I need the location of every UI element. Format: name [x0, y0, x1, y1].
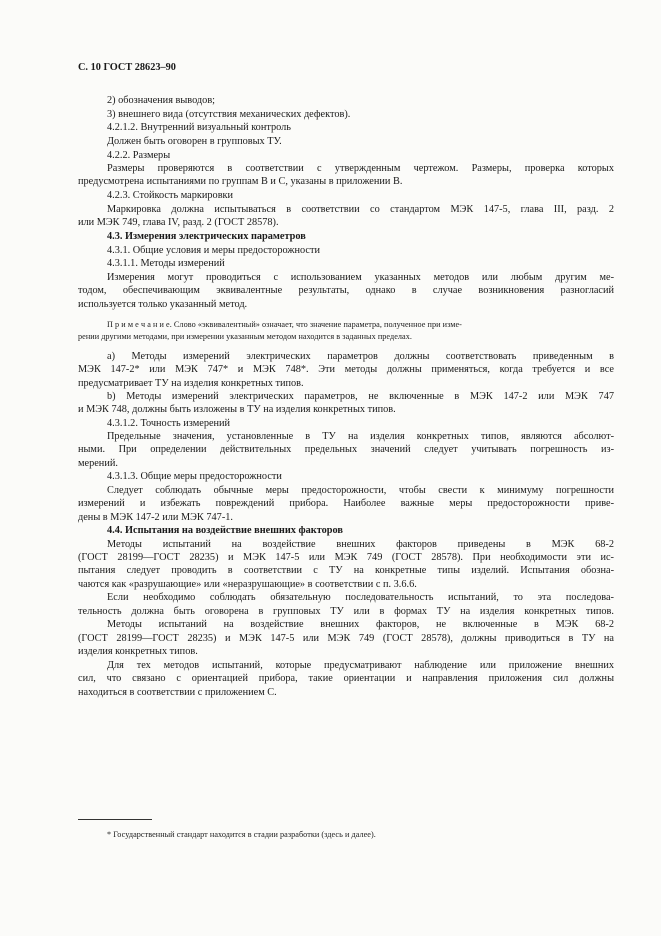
- section-heading: 4.3. Измерения электрических параметров: [107, 231, 306, 242]
- paragraph-line: Предельные значения, установленные в ТУ на изделия конкретных типов, являются абсолют-: [107, 431, 614, 442]
- list-item: b) Методы измерений электрических параметров, не включенные в МЭК 147-2 или МЭК 747: [107, 391, 614, 402]
- footnote: * Государственный стандарт находится в стадии разработки (здесь и далее).: [107, 830, 376, 839]
- note-line: рении другими методами, при измерении указанным методом находится в заданных пределах.: [78, 332, 412, 341]
- paragraph-line: тельность должна быть оговорена в групповых ТУ или в формах ТУ на изделия конкретных типов.: [78, 606, 614, 617]
- note-label: П р и м е ч а н и е.: [107, 320, 172, 329]
- paragraph-line: используется только указанный метод.: [78, 299, 248, 310]
- paragraph-line: Должен быть оговорен в групповых ТУ.: [107, 136, 282, 147]
- section-heading: 4.2.2. Размеры: [107, 150, 171, 161]
- paragraph-line: ными. При определении действительных предельных значений следует учитывать погрешность из-: [78, 444, 614, 455]
- paragraph-line: (ГОСТ 28199—ГОСТ 28235) и МЭК 147-5 или МЭК 749 (ГОСТ 28578), должны приводиться в ТУ на: [78, 633, 614, 644]
- note-line: [107, 319, 614, 331]
- paragraph-line: Следует соблюдать обычные меры предосторожности, чтобы свести к минимуму погрешности: [107, 485, 614, 496]
- section-heading: 4.2.1.2. Внутренний визуальный контроль: [107, 122, 291, 133]
- paragraph-line: МЭК 147-2* или МЭК 747* и МЭК 748*. Эти методы должны применяться, когда требуется и все: [78, 364, 614, 375]
- section-heading: 4.2.3. Стойкость маркировки: [107, 190, 234, 201]
- page-header: С. 10 ГОСТ 28623–90: [78, 62, 176, 73]
- paragraph-line: пытания следует проводить в соответствии с ТУ на конкретные типы изделий. Испытания обозна-: [78, 565, 614, 576]
- paragraph-line: находиться в соответствии с приложением С.: [78, 687, 277, 698]
- paragraph-line: предусмотрена испытаниями по группам В и С, указаны в приложении В.: [78, 176, 403, 187]
- section-heading: 4.3.1.1. Методы измерений: [107, 258, 225, 269]
- section-heading: 4.3.1.2. Точность измерений: [107, 418, 231, 429]
- list-item: 3) внешнего вида (отсутствия механических дефектов).: [107, 109, 351, 120]
- paragraph-line: или МЭК 749, глава IV, разд. 2 (ГОСТ 28578).: [78, 217, 279, 228]
- paragraph-line: дены в МЭК 147-2 или МЭК 747-1.: [78, 512, 233, 523]
- footnote-divider: [78, 819, 152, 820]
- paragraph-line: Маркировка должна испытываться в соответствии со стандартом МЭК 147-5, глава III, разд. 2: [107, 204, 614, 215]
- list-item: a) Методы измерений электрических параметров должны соответствовать приведенным в: [107, 351, 614, 362]
- paragraph-line: измерений и избежать повреждений прибора. Наиболее важные меры предосторожности приве-: [78, 498, 614, 509]
- paragraph-line: изделия конкретных типов.: [78, 646, 198, 657]
- paragraph-line: и МЭК 748, должны быть изложены в ТУ на изделия конкретных типов.: [78, 404, 396, 415]
- paragraph-line: сил, что связано с ориентацией прибора, такие ориентации и направления приложения сил должны: [78, 673, 614, 684]
- section-heading: 4.4. Испытания на воздействие внешних факторов: [107, 525, 343, 536]
- section-heading: 4.3.1.3. Общие меры предосторожности: [107, 471, 282, 482]
- paragraph-line: Для тех методов испытаний, которые предусматривают наблюдение или приложение внешних: [107, 660, 614, 671]
- note-text: Слово «эквивалентный» означает, что значение параметра, полученное при изме-: [171, 320, 462, 329]
- paragraph-line: Методы испытаний на воздействие внешних факторов приведены в МЭК 68-2: [107, 539, 614, 550]
- list-item: 2) обозначения выводов;: [107, 95, 216, 106]
- paragraph-line: тодом, обеспечивающим эквивалентные результаты, однако в случае возникновения разногласий: [78, 285, 614, 296]
- section-heading: 4.3.1. Общие условия и меры предосторожности: [107, 245, 320, 256]
- paragraph-line: Размеры проверяются в соответствии с утвержденным чертежом. Размеры, проверка которых: [107, 163, 614, 174]
- paragraph-line: Измерения могут проводиться с использованием указанных методов или любым другим ме-: [107, 272, 614, 283]
- paragraph-line: предусматривает ТУ на изделия конкретных типов.: [78, 378, 304, 389]
- paragraph-line: Методы испытаний на воздействие внешних факторов, не включенные в МЭК 68-2: [107, 619, 614, 630]
- paragraph-line: чаются как «разрушающие» или «неразрушающие» в соответствии с п. 3.6.6.: [78, 579, 417, 590]
- paragraph-line: мерений.: [78, 458, 118, 469]
- paragraph-line: (ГОСТ 28199—ГОСТ 28235) и МЭК 147-5 или МЭК 749 (ГОСТ 28578). При необходимости эти ис-: [78, 552, 614, 563]
- paragraph-line: Если необходимо соблюдать обязательную последовательность испытаний, то эта последова-: [107, 592, 614, 603]
